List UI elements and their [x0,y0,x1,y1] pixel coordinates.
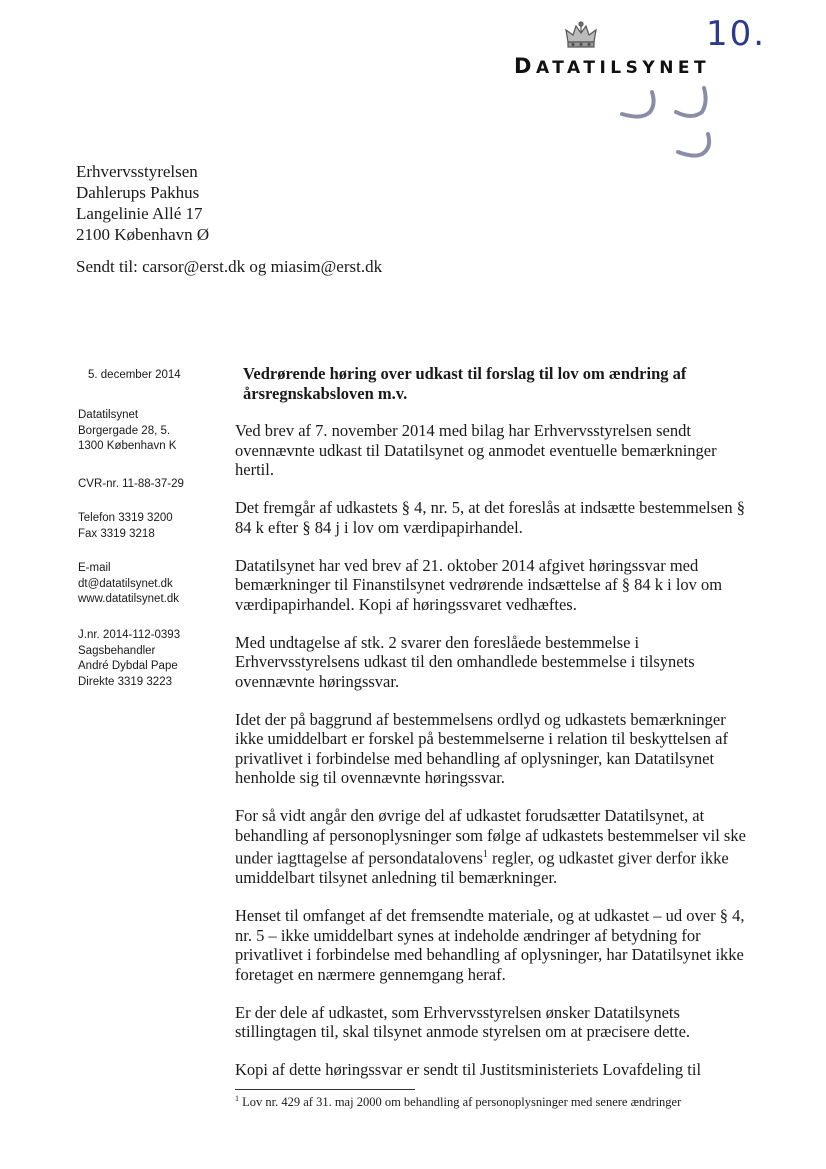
letter-body [235,364,755,1098]
paragraph: Datatilsynet har ved brev af 21. oktober 2014 afgivet høringssvar med bemærkninger til Finanstilsynet vedrørende indsættelse af § 84 k i lov om værdipapirhandel. Kopi af høringssvaret vedhæftes. [235,555,723,614]
paragraph: Det fremgår af udkastets § 4, nr. 5, at det foreslås at indsætte bestemmelsen § 84 k efter § 84 j i lov om værdipapirhandel. [235,498,745,537]
recipient-line: Langelinie Allé 17 [76,204,203,223]
brand-initial: D [514,54,536,78]
paragraph-text: For så vidt angår den øvrige del af udkastet forudsætter Datatilsynet, at behandling af personoplysninger som følge af udkastets bestemmelser vil ske under iagttagelse af persondatalovens [235,806,746,868]
paragraph-text: regler, og udkastet giver derfor ikke umiddelbart tilsynet anledning til bemærkninger. [235,848,729,887]
email-label: E-mail [78,562,111,574]
recipient-line: Dahlerups Pakhus [76,183,200,202]
case-block [78,628,180,690]
handwritten-number: 10. [706,14,767,54]
footnote-divider [235,1089,415,1090]
sender-address [78,408,176,455]
address-line: 1300 København K [78,440,177,452]
footnote-mark: 1 [235,1094,239,1103]
crown-logo-icon [564,20,598,50]
email-address: dt@datatilsynet.dk [78,577,173,590]
direct-phone: Direkte 3319 3223 [78,675,172,688]
website: www.datatilsynet.dk [78,593,179,605]
fax-line: Fax 3319 3218 [78,527,155,540]
paragraph: Henset til omfanget af det fremsendte materiale, og at udkastet – ud over § 4, nr. 5 – ikke umiddelbart synes at indeholde ændringer af betydning for privatlivet i forbindelse med behandling af oplysninger, har Datatilsynet ikke foretaget en nærmere gennemgang heraf. [235,906,745,984]
recipient-address [76,161,209,245]
address-line: Datatilsynet [78,409,139,421]
paragraph: Med undtagelse af stk. 2 svarer den foreslåede bestemmelse i Erhvervsstyrelsens udkast til den omhandlede bestemmelse i tilsynets ovennævnte høringssvar. [235,632,695,691]
handwritten-initials-icon [612,82,732,166]
sent-to-line: Sendt til: carsor@erst.dk og miasim@erst.dk [76,257,383,276]
case-number: J.nr. 2014-112-0393 [78,629,181,641]
case-handler-label: Sagsbehandler [78,644,156,657]
recipient-line: Erhvervsstyrelsen [76,162,198,181]
paragraph: Kopi af dette høringssvar er sendt til Justitsministeriets Lovafdeling til [235,1060,702,1079]
letter-subject: Vedrørende høring over udkast til forslag til lov om ændring af årsregnskabsloven m.v. [243,364,687,403]
footnote-text: Lov nr. 429 af 31. maj 2000 om behandling af personoplysninger med senere ændringer [239,1095,682,1110]
paragraph: Er der dele af udkastet, som Erhvervsstyrelsen ønsker Datatilsynets stillingtagen til, skal tilsynet anmode styrelsen om at præcisere dette. [235,1002,691,1041]
footnote [235,1094,681,1110]
brand-wordmark [514,54,710,78]
phone-line: Telefon 3319 3200 [78,512,173,524]
case-handler-name: André Dybdal Pape [78,660,178,672]
phone-block [78,511,173,542]
brand-rest: ATATILSYNET [535,58,711,78]
cvr-number: CVR-nr. 11-88-37-29 [78,478,184,490]
paragraph: Ved brev af 7. november 2014 med bilag har Erhvervsstyrelsen sendt ovennævnte udkast til Datatilsynet og anmodet eventuelle bemærkninger hertil. [235,421,717,479]
paragraph: Idet der på baggrund af bestemmelsens ordlyd og udkastets bemærkninger ikke umiddelbart er forskel på bestemmelserne i relation til beskyttelsen af privatlivet i forbindelse med behandling af oplysninger, kan Datatilsynet henholde sig til ovennævnte høringssvar. [235,709,729,787]
letter-date: 5. december 2014 [88,369,181,381]
footnote-ref: 1 [482,849,488,860]
recipient-line: 2100 København Ø [76,225,210,244]
paragraph [235,806,755,888]
contact-block [78,561,179,608]
address-line: Borgergade 28, 5. [78,424,171,437]
